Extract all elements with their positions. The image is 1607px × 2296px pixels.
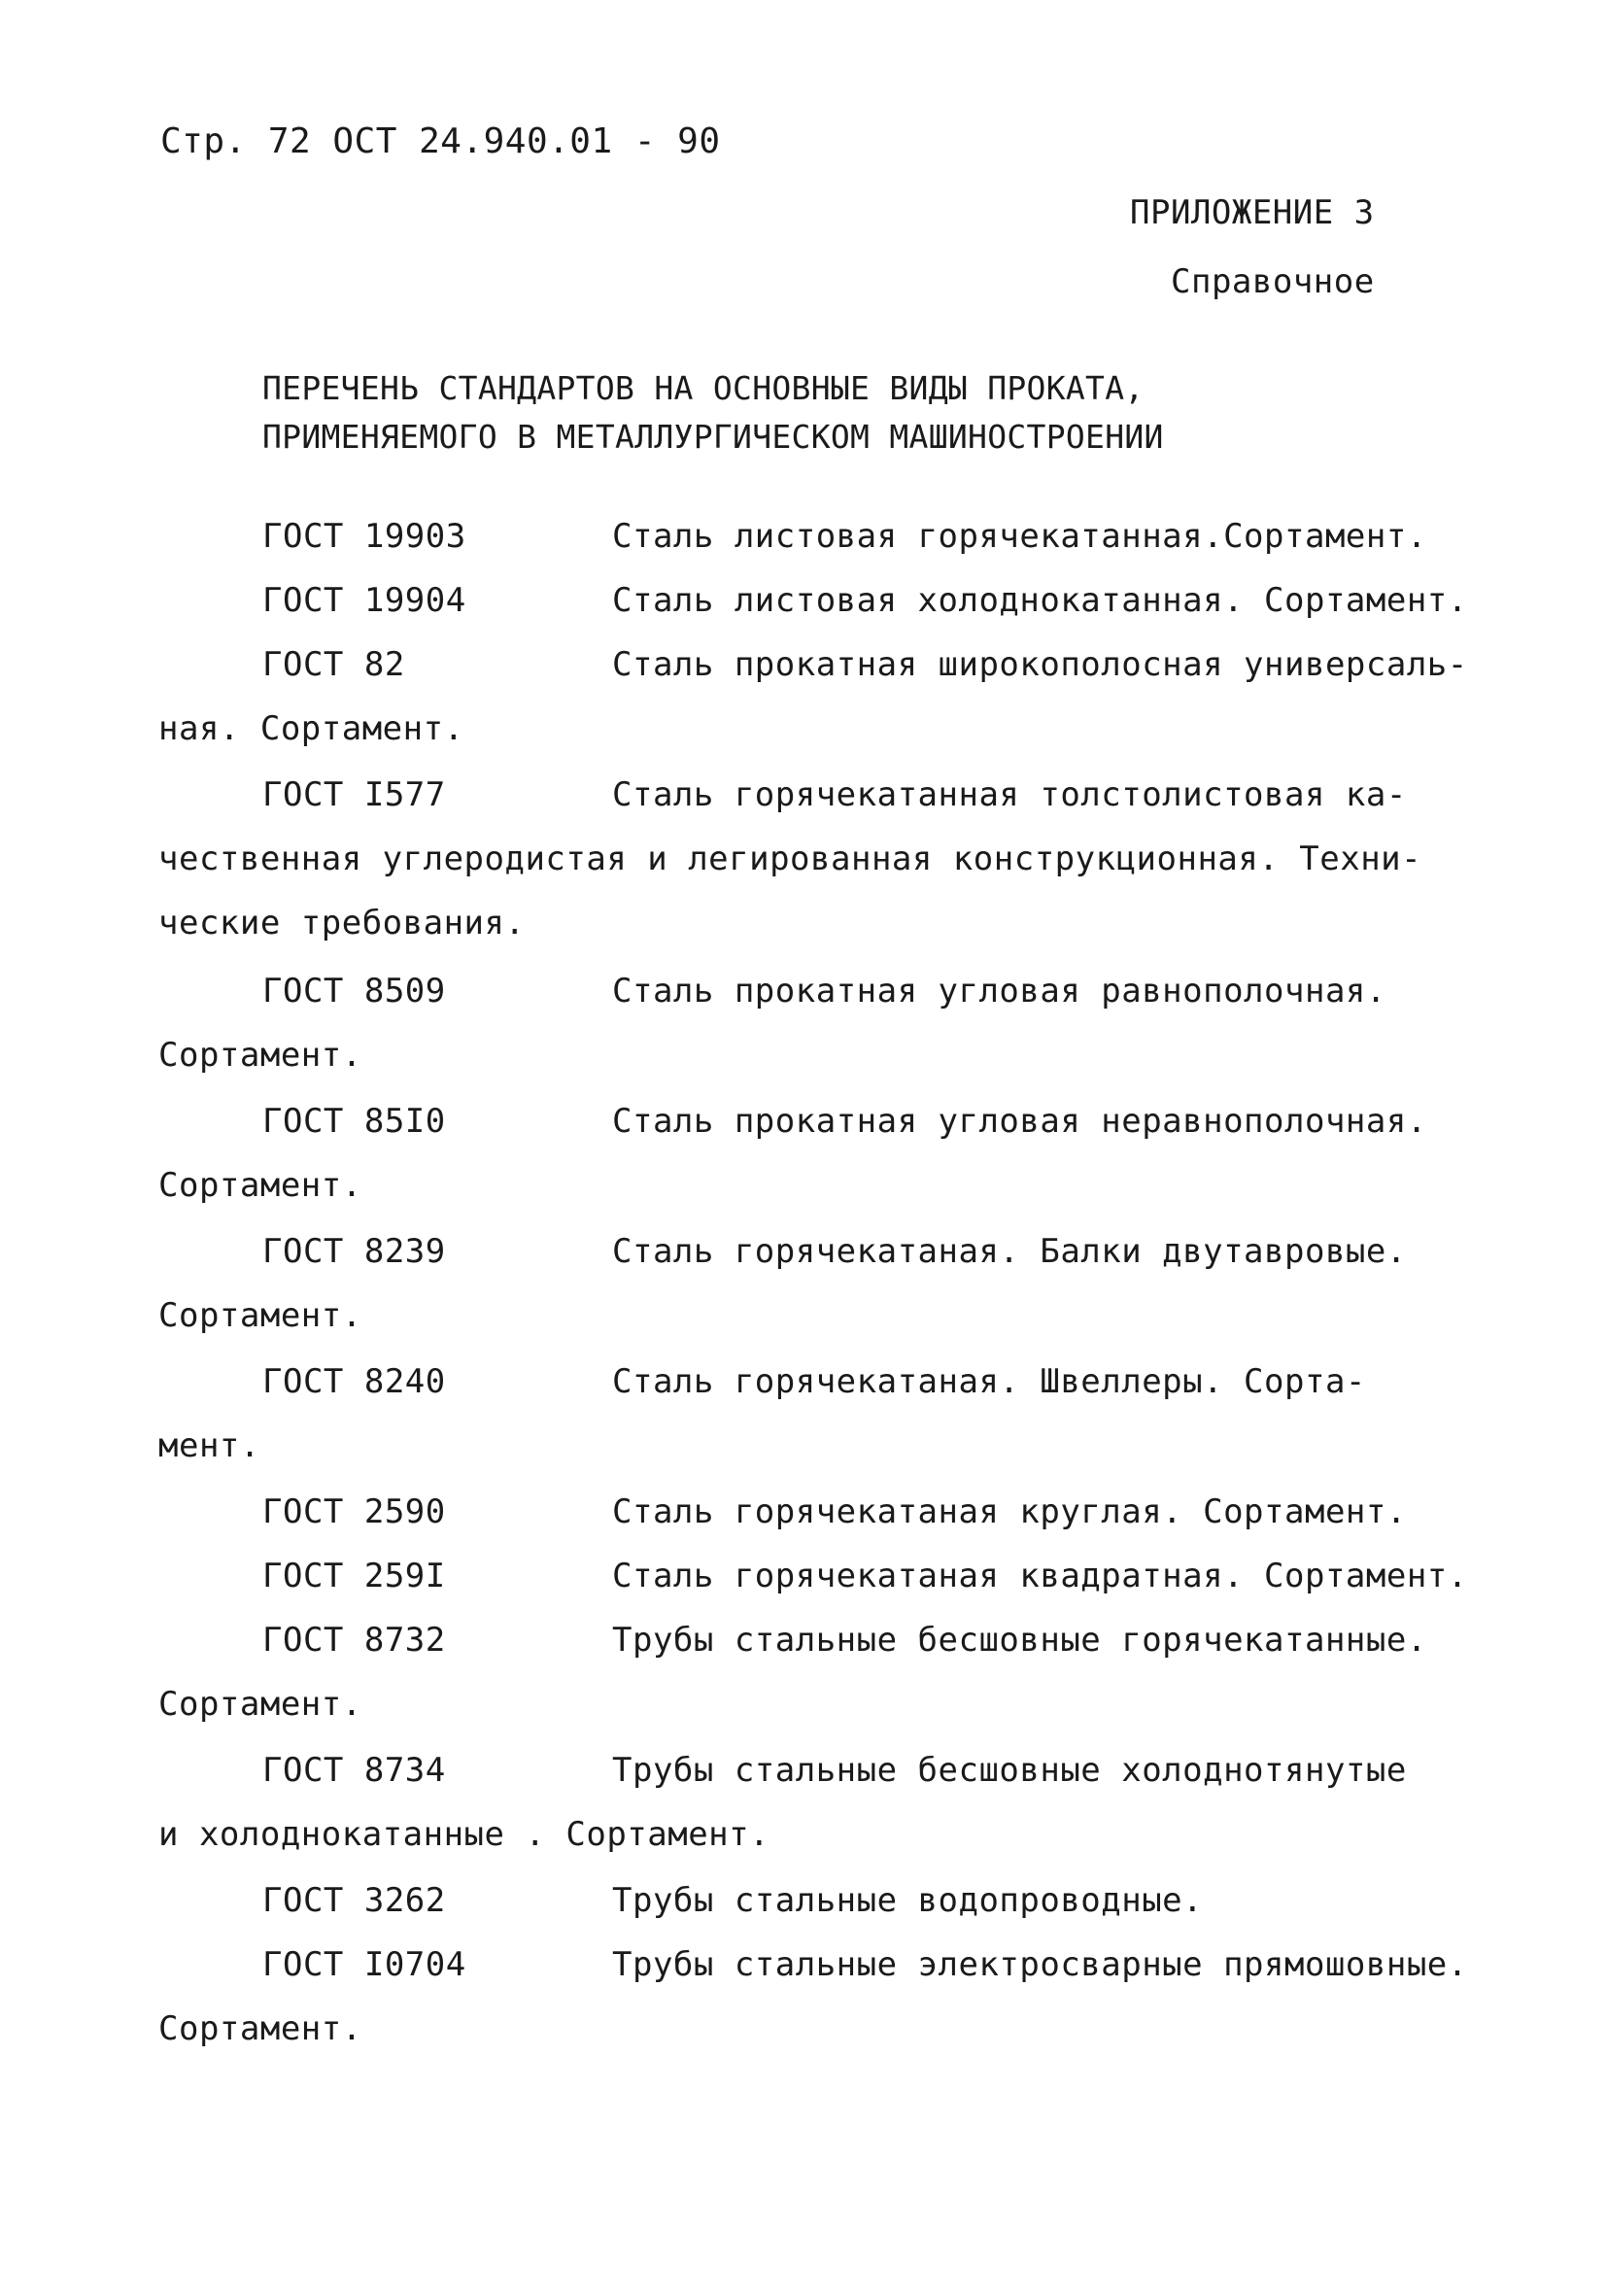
standard-description-continuation: Сортамент. [158, 1166, 362, 1205]
standard-description-continuation: мент. [158, 1426, 260, 1465]
standard-code: ГОСТ I0704 [262, 1945, 466, 1984]
standard-description-continuation: и холоднокатанные . Сортамент. [158, 1815, 770, 1854]
standard-description: Сталь листовая холоднокатанная. Сортамент. [612, 581, 1468, 620]
standard-description: Сталь горячекатаная круглая. Сортамент. [612, 1492, 1407, 1531]
standard-description-continuation: ческие требования. [158, 904, 526, 942]
standard-code: ГОСТ 8240 [262, 1362, 446, 1401]
standard-description: Сталь горячекатаная квадратная. Сортамент. [612, 1557, 1468, 1595]
standard-code: ГОСТ 85I0 [262, 1102, 446, 1141]
appendix-label: ПРИЛОЖЕНИЕ 3 [1130, 193, 1375, 232]
standard-description: Сталь прокатная широкополосная универсаль- [612, 645, 1468, 684]
standard-description: Трубы стальные водопроводные. [612, 1881, 1204, 1920]
standard-description: Сталь прокатная угловая неравнополочная. [612, 1102, 1427, 1141]
standard-description-continuation: ная. Сортамент. [158, 709, 464, 748]
standard-description: Сталь горячекатаная. Балки двутавровые. [612, 1232, 1407, 1271]
standard-code: ГОСТ 19904 [262, 581, 466, 620]
page-header: Стр. 72 ОСТ 24.940.01 - 90 [160, 121, 721, 161]
standard-description-continuation: Сортамент. [158, 1296, 362, 1335]
document-title-line-2: ПРИМЕНЯЕМОГО В МЕТАЛЛУРГИЧЕСКОМ МАШИНОСТРОЕНИИ [262, 418, 1164, 456]
standard-description-continuation: Сортамент. [158, 2009, 362, 2048]
standard-code: ГОСТ 19903 [262, 517, 466, 556]
standard-code: ГОСТ 3262 [262, 1881, 446, 1920]
standard-code: ГОСТ 8509 [262, 972, 446, 1011]
standard-description: Сталь горячекатанная толстолистовая ка- [612, 775, 1407, 814]
standard-description: Сталь горячекатаная. Швеллеры. Сорта- [612, 1362, 1366, 1401]
standard-code: ГОСТ 2590 [262, 1492, 446, 1531]
standard-description-continuation: Сортамент. [158, 1036, 362, 1075]
standard-description-continuation: Сортамент. [158, 1685, 362, 1724]
standard-code: ГОСТ 8734 [262, 1751, 446, 1790]
standard-description: Трубы стальные электросварные прямошовные. [612, 1945, 1468, 1984]
standard-description: Сталь прокатная угловая равнополочная. [612, 972, 1386, 1011]
standard-description: Сталь листовая горячекатанная.Сортамент. [612, 517, 1427, 556]
standard-description: Трубы стальные бесшовные горячекатанные. [612, 1621, 1427, 1660]
appendix-type: Справочное [1171, 262, 1375, 301]
standard-description-continuation: чественная углеродистая и легированная конструкционная. Техни- [158, 840, 1422, 878]
standard-code: ГОСТ I577 [262, 775, 446, 814]
standard-description: Трубы стальные бесшовные холоднотянутые [612, 1751, 1407, 1790]
standard-code: ГОСТ 82 [262, 645, 405, 684]
standard-code: ГОСТ 8239 [262, 1232, 446, 1271]
standard-code: ГОСТ 8732 [262, 1621, 446, 1660]
standard-code: ГОСТ 259I [262, 1557, 446, 1595]
document-title-line-1: ПЕРЕЧЕНЬ СТАНДАРТОВ НА ОСНОВНЫЕ ВИДЫ ПРОКАТА, [262, 369, 1145, 407]
